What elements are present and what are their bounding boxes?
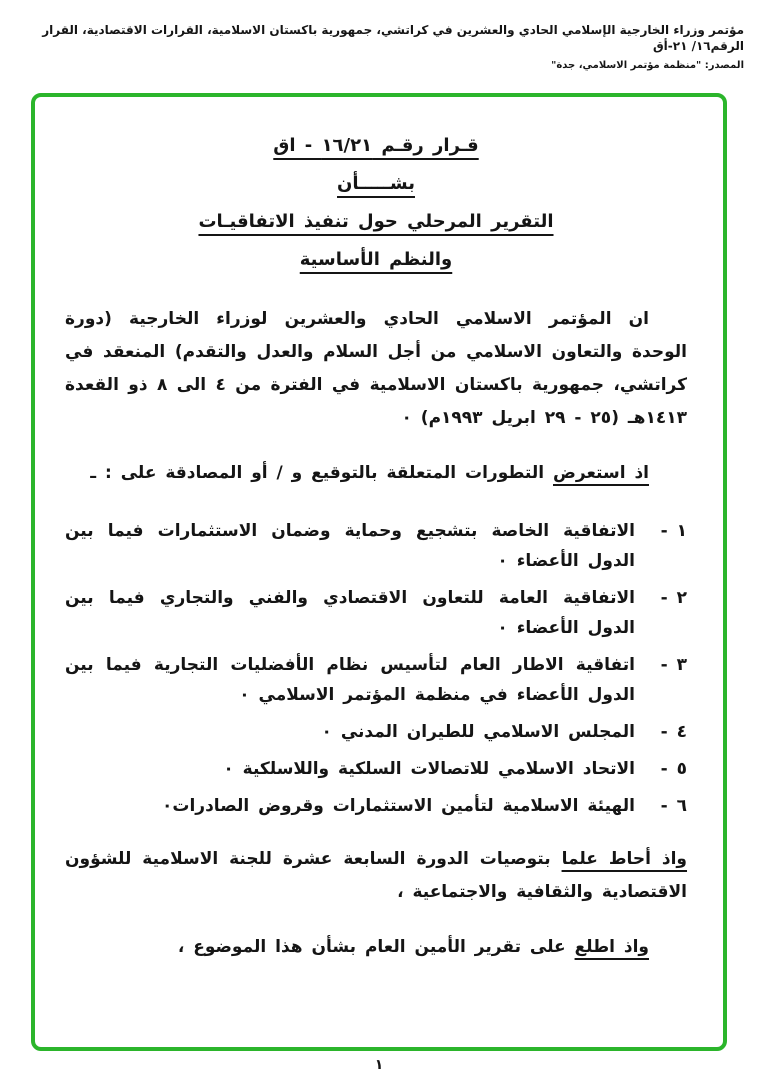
- item-number: ٦ -: [660, 796, 687, 816]
- item-number: ١ -: [660, 521, 687, 541]
- noted-clause-rest: بتوصيات الدورة السابعة عشرة للجنة الاسلامية للشؤون الاقتصادية والثقافية والاجتماعية ،: [65, 849, 687, 902]
- resolution-regarding: بشـــــأن: [337, 173, 415, 194]
- item-number: ٢ -: [660, 588, 687, 608]
- agreements-list: [65, 516, 687, 821]
- preamble-paragraph: ان المؤتمر الاسلامي الحادي والعشرين لوزراء الخارجية (دورة الوحدة والتعاون الاسلامي من أجل السلام والعدل والتقدم) المنعقد في كراتشي، جمهورية باكستان الاسلامية في الفترة من ٤ الى ٨ ذو القعدة ١٤١٣هـ (٢٥ - ٢٩ ابريل ١٩٩٣م) ٠: [65, 309, 688, 428]
- report-clause-rest: على تقرير الأمين العام بشأن هذا الموضوع ،: [177, 937, 575, 957]
- report-clause-lead: واذ اطلع: [574, 937, 649, 957]
- green-border-frame: [31, 93, 727, 1051]
- source-line: [12, 59, 744, 72]
- review-clause-rest: التطورات المتعلقة بالتوقيع و / أو المصادقة على : ـ: [90, 463, 553, 483]
- resolution-number: قـرار رقـم ١٦/٢١ - اق: [273, 135, 479, 156]
- list-item: [65, 516, 687, 576]
- item-text: الاتفاقية الخاصة بتشجيع وحماية وضمان الاستثمارات فيما بين الدول الأعضاء ٠: [65, 521, 635, 571]
- item-number: ٣ -: [660, 655, 687, 675]
- list-item: [65, 717, 687, 747]
- resolution-title-block: [65, 127, 687, 279]
- item-number: ٥ -: [660, 759, 687, 779]
- source-label: المصدر:: [704, 60, 744, 71]
- list-item: [65, 583, 687, 643]
- item-text: الهيئة الاسلامية لتأمين الاستثمارات وقروض الصادرات٠: [162, 796, 635, 816]
- resolution-subject-line1: التقرير المرحلي حول تنفيذ الاتفاقيـات: [198, 211, 554, 232]
- list-item: [65, 650, 687, 710]
- resolution-subject-line2: والنظم الأساسية: [299, 249, 453, 270]
- review-clause-lead: اذ استعرض: [553, 463, 649, 483]
- item-text: الاتحاد الاسلامي للاتصالات السلكية واللاسلكية ٠: [223, 759, 635, 779]
- noted-clause-lead: واذ أحاط علما: [561, 849, 688, 869]
- source-value: "منظمة مؤتمر الاسلامي، جدة": [551, 60, 702, 71]
- item-text: المجلس الاسلامي للطيران المدني ٠: [321, 722, 635, 742]
- item-text: الاتفاقية العامة للتعاون الاقتصادي والفني والتجاري فيما بين الدول الأعضاء ٠: [65, 588, 635, 638]
- list-item: [65, 754, 687, 784]
- noted-clause: [65, 843, 687, 909]
- list-item: [65, 791, 687, 821]
- citation-line: مؤتمر وزراء الخارجية الإسلامي الحادي والعشرين في كراتشي، جمهورية باكستان الاسلامية، القرارات الاقتصادية، القرار الرقم١٦/ ٢١-أق: [42, 23, 744, 53]
- page-number: ١: [374, 1057, 384, 1073]
- review-clause: [65, 457, 687, 490]
- resolution-body: [35, 97, 723, 964]
- item-text: اتفاقية الاطار العام لتأسيس نظام الأفضليات التجارية فيما بين الدول الأعضاء في منظمة المؤتمر الاسلامي ٠: [65, 655, 635, 705]
- report-clause: [65, 931, 687, 964]
- citation-header: [12, 22, 744, 72]
- item-number: ٤ -: [660, 722, 687, 742]
